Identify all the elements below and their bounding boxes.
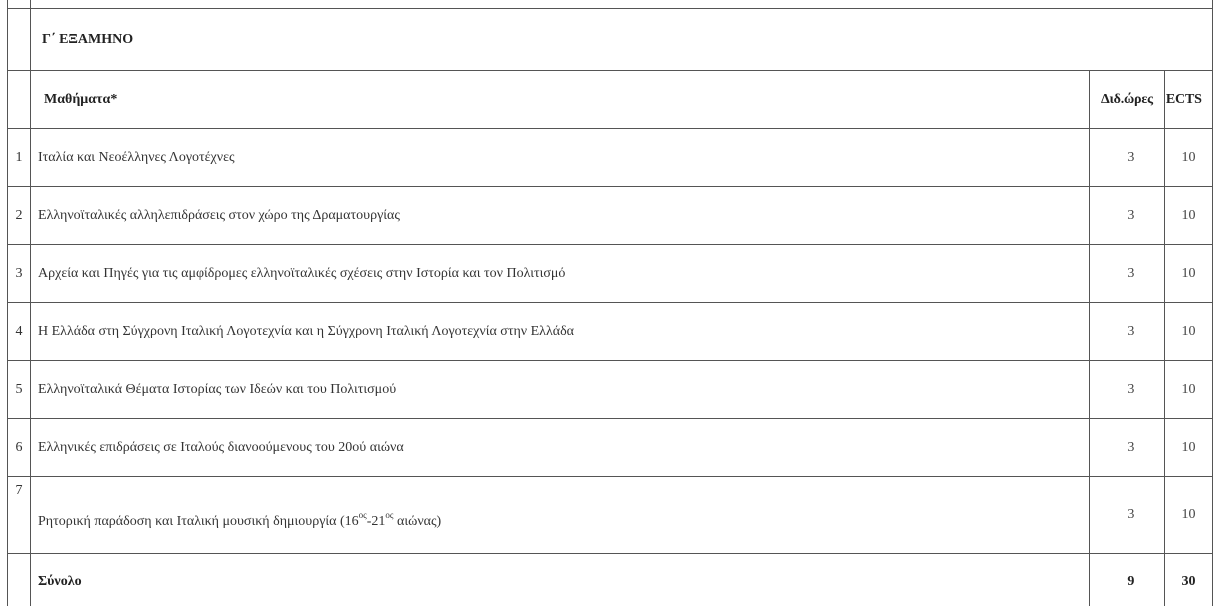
- ordinal-superscript: ος: [358, 510, 367, 520]
- course-title: [31, 477, 1090, 554]
- course-row: [8, 477, 1213, 554]
- ects-header: ECTS: [1164, 71, 1212, 129]
- course-number: 3: [8, 245, 31, 303]
- courses-header: Μαθήματα*: [31, 71, 1090, 129]
- course-title: Ελληνικές επιδράσεις σε Ιταλούς διανοούμενους του 20ού αιώνα: [31, 419, 1090, 477]
- course-title-part: αιώνας): [393, 514, 442, 529]
- course-ects: 10: [1164, 129, 1212, 187]
- total-row: [8, 554, 1213, 606]
- course-number: 2: [8, 187, 31, 245]
- course-row: [8, 361, 1213, 419]
- semester-title-row: [8, 9, 1213, 71]
- course-ects: 10: [1164, 477, 1212, 554]
- course-row: [8, 245, 1213, 303]
- previous-row-edge: [8, 0, 1213, 9]
- column-header-row: [8, 71, 1213, 129]
- course-title: Η Ελλάδα στη Σύγχρονη Ιταλική Λογοτεχνία και η Σύγχρονη Ιταλική Λογοτεχνία στην Ελλάδα: [31, 303, 1090, 361]
- course-ects: 10: [1164, 361, 1212, 419]
- course-number: 4: [8, 303, 31, 361]
- course-number: 1: [8, 129, 31, 187]
- semester-title: Γ΄ ΕΞΑΜΗΝΟ: [31, 9, 1213, 71]
- course-hours: 3: [1089, 303, 1164, 361]
- course-title-part: -21: [366, 514, 386, 529]
- course-title: Ιταλία και Νεοέλληνες Λογοτέχνες: [31, 129, 1090, 187]
- course-title: Ελληνοϊταλικά Θέματα Ιστορίας των Ιδεών και του Πολιτισμού: [31, 361, 1090, 419]
- course-title: Ελληνοϊταλικές αλληλεπιδράσεις στον χώρο της Δραματουργίας: [31, 187, 1090, 245]
- course-hours: 3: [1089, 419, 1164, 477]
- course-title: Αρχεία και Πηγές για τις αμφίδρομες ελληνοϊταλικές σχέσεις στην Ιστορία και τον Πολιτισμό: [31, 245, 1090, 303]
- ordinal-superscript: ος: [385, 510, 394, 520]
- hours-header: Διδ.ώρες: [1089, 71, 1164, 129]
- course-row: [8, 187, 1213, 245]
- course-hours: 3: [1089, 477, 1164, 554]
- course-hours: 3: [1089, 245, 1164, 303]
- course-title-part: Ρητορική παράδοση και Ιταλική μουσική δημιουργία (16: [38, 514, 359, 529]
- course-hours: 3: [1089, 129, 1164, 187]
- course-number: 6: [8, 419, 31, 477]
- course-row: [8, 303, 1213, 361]
- total-ects: 30: [1164, 554, 1212, 606]
- course-ects: 10: [1164, 419, 1212, 477]
- course-number: 5: [8, 361, 31, 419]
- course-ects: 10: [1164, 245, 1212, 303]
- course-hours: 3: [1089, 361, 1164, 419]
- course-row: [8, 129, 1213, 187]
- course-hours: 3: [1089, 187, 1164, 245]
- semester-course-table: [7, 0, 1213, 606]
- course-ects: 10: [1164, 303, 1212, 361]
- total-label: Σύνολο: [31, 554, 1090, 606]
- course-number: 7: [8, 477, 31, 554]
- course-row: [8, 419, 1213, 477]
- total-hours: 9: [1089, 554, 1164, 606]
- course-ects: 10: [1164, 187, 1212, 245]
